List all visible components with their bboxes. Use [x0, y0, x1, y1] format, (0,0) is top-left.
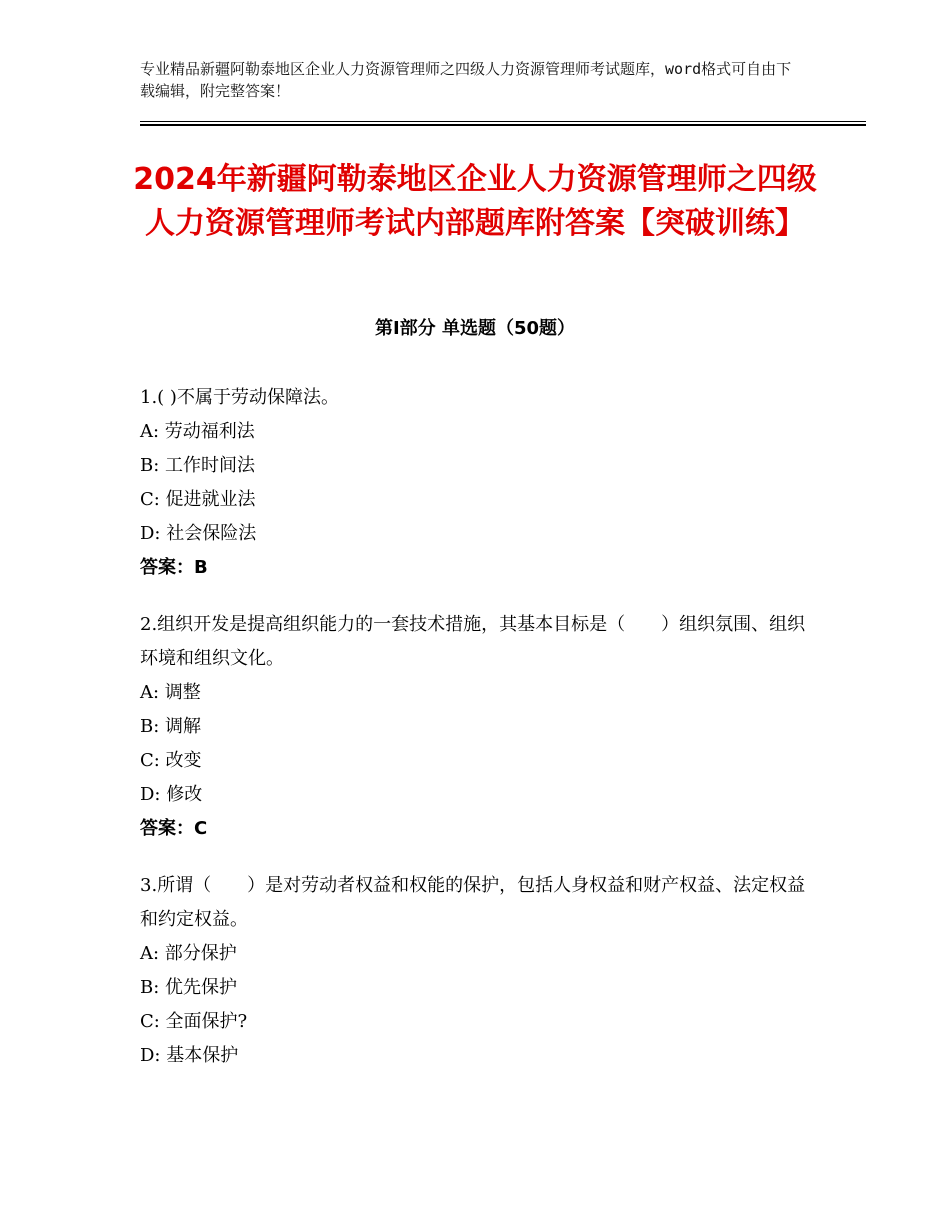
- option-d: D: 社会保险法: [140, 523, 257, 544]
- question-2: [140, 608, 820, 846]
- option-b: B: 调解: [140, 716, 202, 737]
- option-d: D: 基本保护: [140, 1045, 239, 1066]
- header-rule-thin: [140, 121, 866, 122]
- option-c: C: 改变: [140, 750, 202, 771]
- header-rule-thick: [140, 124, 866, 126]
- answer: 答案：C: [140, 818, 208, 839]
- section-title: 第Ⅰ部分 单选题（50题）: [374, 318, 575, 339]
- question-list: [140, 381, 820, 1096]
- question-stem: 2.组织开发是提高组织能力的一套技术措施，其基本目标是（ ）组织氛围、组织环境和组织文化。: [140, 614, 806, 669]
- option-a: A: 调整: [140, 682, 201, 703]
- option-b: B: 优先保护: [140, 977, 238, 998]
- question-stem: 1.( )不属于劳动保障法。: [140, 387, 339, 408]
- option-c: C: 全面保护?: [140, 1011, 248, 1032]
- option-b: B: 工作时间法: [140, 455, 256, 476]
- option-d: D: 修改: [140, 784, 203, 805]
- question-3: [140, 869, 820, 1073]
- option-a: A: 劳动福利法: [140, 421, 255, 442]
- option-a: A: 部分保护: [140, 943, 237, 964]
- question-1: [140, 381, 820, 585]
- header-note: 专业精品新疆阿勒泰地区企业人力资源管理师之四级人力资源管理师考试题库，word格式可自由下载编辑，附完整答案！: [140, 60, 792, 100]
- question-stem: 3.所谓（ ）是对劳动者权益和权能的保护，包括人身权益和财产权益、法定权益和约定权益。: [140, 875, 806, 930]
- option-c: C: 促进就业法: [140, 489, 256, 510]
- document-title: 2024年新疆阿勒泰地区企业人力资源管理师之四级人力资源管理师考试内部题库附答案【突破训练】: [133, 162, 817, 241]
- answer: 答案：B: [140, 557, 208, 578]
